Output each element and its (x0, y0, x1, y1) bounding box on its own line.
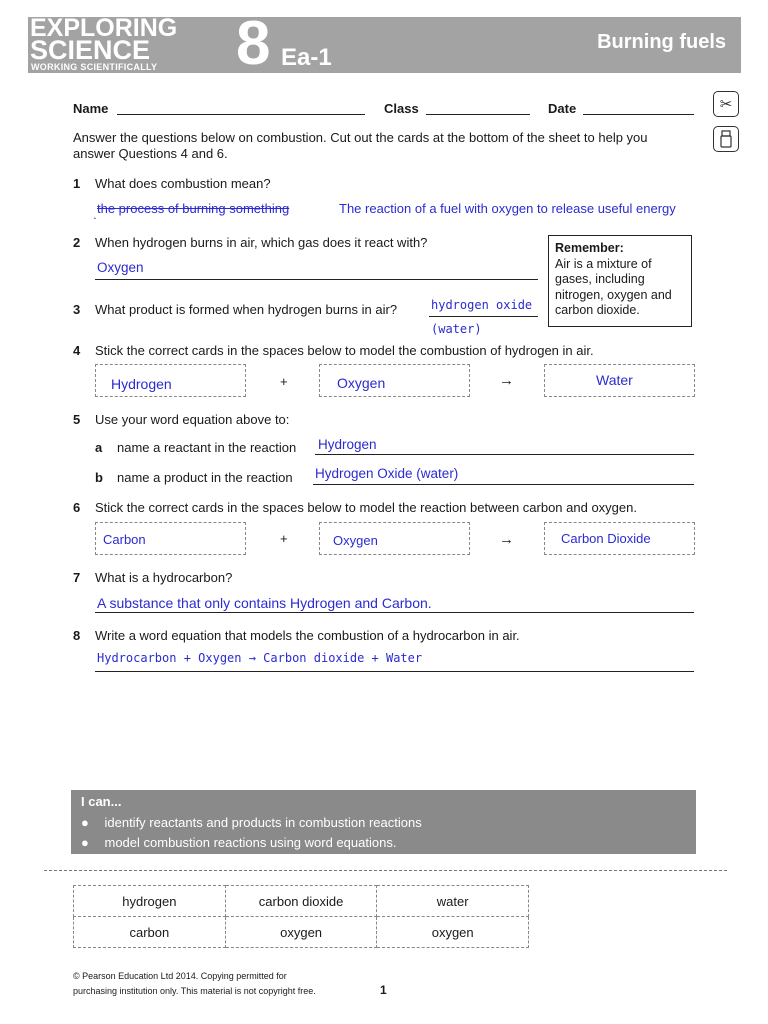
q5b-answer: Hydrogen Oxide (water) (315, 466, 459, 481)
q2-answer: Oxygen (97, 260, 144, 275)
q4-card-slot-3[interactable] (544, 364, 695, 397)
q3-answer-line1: hydrogen oxide (431, 298, 533, 312)
copyright-line1: © Pearson Education Ltd 2014. Copying permitted for (73, 971, 287, 981)
scissors-icon: ✂ (713, 91, 739, 117)
name-field[interactable] (117, 114, 365, 115)
q7-text: What is a hydrocarbon? (95, 570, 233, 585)
remember-title: Remember: (555, 241, 624, 255)
i-can-item-text: identify reactants and products in combustion reactions (104, 815, 422, 830)
q2-answer-line[interactable] (95, 279, 538, 280)
q8-answer: Hydrocarbon + Oxygen → Carbon dioxide + Water (97, 651, 423, 665)
i-can-item-text: model combustion reactions using word equations. (104, 835, 397, 850)
card[interactable]: oxygen (377, 917, 529, 948)
worksheet-title: Burning fuels (597, 31, 726, 53)
q6-plus: + (280, 531, 288, 546)
caret-mark: ˰ (93, 208, 97, 220)
page-number: 1 (380, 983, 387, 997)
card[interactable]: carbon dioxide (225, 886, 377, 917)
q1-number: 1 (73, 176, 81, 191)
year-number: 8 (236, 9, 271, 78)
q4-number: 4 (73, 343, 81, 358)
q6-slot3-text: Carbon Dioxide (561, 531, 651, 546)
q6-arrow: → (499, 531, 514, 548)
q5a-answer-line[interactable] (315, 454, 694, 455)
q7-answer-line[interactable] (95, 612, 694, 613)
card[interactable]: water (377, 886, 529, 917)
q1-answer: The reaction of a fuel with oxygen to release useful energy (339, 201, 676, 216)
class-field[interactable] (426, 114, 530, 115)
logo (30, 16, 220, 74)
q5a-text: name a reactant in the reaction (117, 440, 297, 455)
cut-line (44, 870, 727, 871)
copyright-line2: purchasing institution only. This material is not copyright free. (73, 986, 316, 996)
i-can-item (81, 835, 396, 850)
q4-slot2-text: Oxygen (337, 375, 386, 391)
q5a-answer: Hydrogen (318, 437, 377, 452)
copyright-notice (73, 969, 316, 999)
q4-plus: + (280, 374, 288, 389)
q6-text: Stick the correct cards in the spaces below to model the reaction between carbon and oxygen. (95, 500, 637, 515)
q2-text: When hydrogen burns in air, which gas does it react with? (95, 235, 428, 250)
card[interactable]: oxygen (225, 917, 377, 948)
q4-text: Stick the correct cards in the spaces below to model the combustion of hydrogen in air. (95, 343, 594, 358)
card[interactable]: carbon (74, 917, 226, 948)
q5-number: 5 (73, 412, 81, 427)
i-can-title: I can... (81, 794, 122, 809)
q1-struck-answer: the process of burning something (97, 201, 290, 216)
q5b-answer-line[interactable] (313, 484, 694, 485)
glue-stick-shape (719, 130, 733, 148)
q8-number: 8 (73, 628, 81, 643)
q4-card-slot-1[interactable] (95, 364, 246, 397)
name-label: Name (73, 101, 109, 116)
logo-line1: EXPLORING (30, 14, 178, 42)
q1-text: What does combustion mean? (95, 176, 271, 191)
q4-slot3-text: Water (596, 372, 633, 388)
date-field[interactable] (583, 114, 694, 115)
glue-stick-icon (713, 126, 739, 152)
q4-card-slot-2[interactable] (319, 364, 470, 397)
q6-card-slot-3[interactable] (544, 522, 695, 555)
card[interactable]: hydrogen (74, 886, 226, 917)
q8-answer-line[interactable] (95, 671, 694, 672)
logo-line2: SCIENCE (30, 35, 151, 65)
q4-slot1-text: Hydrogen (111, 376, 172, 392)
q4-arrow: → (499, 372, 514, 389)
q3-answer-line[interactable] (429, 316, 538, 317)
q6-card-slot-2[interactable] (319, 522, 470, 555)
q5a-letter: a (95, 440, 103, 455)
q5-text: Use your word equation above to: (95, 412, 290, 427)
bullet-icon: ● (81, 815, 89, 830)
i-can-box (71, 790, 696, 854)
q3-answer-line2: (water) (431, 322, 482, 336)
cut-out-cards (73, 885, 529, 948)
q6-card-slot-1[interactable] (95, 522, 246, 555)
instructions: Answer the questions below on combustion. Cut out the cards at the bottom of the sheet to help you answer Questions 4 and 6. (73, 130, 648, 161)
remember-body: Air is a mixture of gases, including nitrogen, oxygen and carbon dioxide. (555, 256, 672, 317)
unit-code: Ea-1 (281, 44, 332, 71)
q5b-letter: b (95, 470, 103, 485)
i-can-item (81, 815, 422, 830)
remember-box (548, 235, 692, 327)
q6-number: 6 (73, 500, 81, 515)
q3-text: What product is formed when hydrogen burns in air? (95, 302, 398, 317)
q6-slot2-text: Oxygen (333, 533, 378, 548)
q3-number: 3 (73, 302, 81, 317)
date-label: Date (548, 101, 577, 116)
q8-text: Write a word equation that models the combustion of a hydrocarbon in air. (95, 628, 520, 643)
class-label: Class (384, 101, 419, 116)
q7-number: 7 (73, 570, 81, 585)
q5b-text: name a product in the reaction (117, 470, 293, 485)
q7-answer: A substance that only contains Hydrogen and Carbon. (97, 595, 432, 611)
q2-number: 2 (73, 235, 81, 250)
q6-slot1-text: Carbon (103, 532, 146, 547)
logo-line3: WORKING SCIENTIFICALLY (31, 62, 158, 72)
bullet-icon: ● (81, 835, 89, 850)
